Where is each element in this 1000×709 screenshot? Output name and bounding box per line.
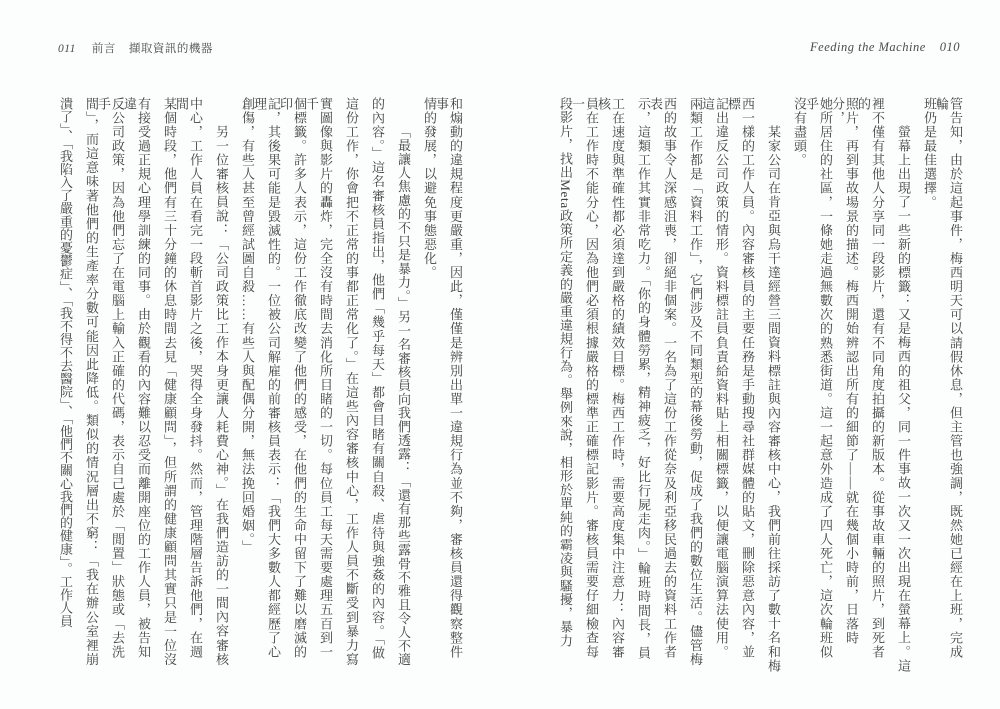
text-column: 記，其後果可能是毀滅性的。一位被公司解雇的前審核員表示：「我們大多數人都經歷了心理 bbox=[252, 97, 281, 659]
text-column: 實圖像與影片的轟炸，完全沒有時間去消化所目睹的一切。每位員工每天需要處理五百到一千 bbox=[304, 97, 333, 659]
right-page-text-block bbox=[558, 97, 963, 677]
text-column: 某個時段，他們有三十分鐘的休息時間去見「健康顧問」，但所謂的健康顧問其實只是一位沒 bbox=[162, 97, 177, 667]
text-column: 記出違反公司政策的情形。資料標註員負責給資料貼上相關標籤，以便讓電腦演算法使用。這 bbox=[700, 97, 729, 659]
text-column: 某家公司在肯亞與烏干達經營三間資料標註與內容審核中心，我們前往採訪了數十名和梅 bbox=[766, 125, 781, 673]
chapter-title: 擷取資訊的機器 bbox=[128, 43, 213, 55]
left-page-text-block bbox=[58, 97, 462, 677]
text-column: 反公司政策，因為他們忘了在電腦上輸入正確的代碼，表示自己處於「閒置」狀態或「去洗手 bbox=[96, 97, 125, 659]
text-column: 間」，而這意味著他們的生產率分數可能因此降低。類似的情況層出不窮：「我在辦公室裡崩 bbox=[84, 97, 99, 667]
text-column: 裡不僅有其他人分享同一段影片，還有不同角度拍攝的新版本。從事故車輛的照片，到死者的 bbox=[856, 97, 885, 659]
text-column: 創傷，有些人甚至曾經試圖自殺……有些人與配偶分開，無法挽回婚姻。」 bbox=[240, 97, 255, 555]
text-column: 個標籤。許多人表示，這份工作徹底改變了他們的感受，在他們的生命中留下了難以磨滅的印 bbox=[278, 97, 307, 659]
text-column: 西一樣的工作人員。內容審核員的主要任務是手動搜尋社群媒體的貼文，刪除惡意內容，並標 bbox=[726, 97, 755, 659]
left-running-head bbox=[58, 40, 213, 56]
text-column: 沒有盡頭。 bbox=[792, 97, 807, 168]
text-column: 管告知，由於這起事件，梅西明天可以請假休息，但主管也強調，既然她已經在上班，完成輪 bbox=[934, 97, 963, 659]
text-column: 她所居住的社區，一條她走過無數次的熟悉街道。這一起意外造成了四人死亡，這次輪班似乎 bbox=[804, 97, 833, 659]
text-column: 和煽動的違規程度更嚴重，因此，僅僅是辨別出單一違規行為並不夠，審核員還得觀察整件事 bbox=[434, 97, 463, 659]
right-running-head bbox=[810, 40, 960, 55]
text-column: 另一位審核員說：「公司政策比工作本身更讓人耗費心神。」在我們造訪的一間內容審核 bbox=[214, 125, 229, 667]
book-title-english: Feeding the Machine bbox=[810, 40, 926, 54]
left-page-number: 011 bbox=[58, 43, 76, 55]
text-column: 段影片，找出Meta政策所定義的嚴重違規行為。舉例來說，相形於單純的霸凌與騷擾，暴力 bbox=[558, 97, 573, 648]
text-column: 「最讓人焦慮的不只是暴力。」另一名審核員向我們透露：「還有那些露骨不雅且令人不適 bbox=[396, 125, 411, 667]
text-column: 這份工作，你會把不正常的事都正常化了。」在這些內容審核中心，工作人員不斷受到暴力寫 bbox=[344, 97, 359, 667]
text-column: 情的發展，以避免事態惡化。 bbox=[422, 97, 437, 280]
text-column: 潰了」、「我陷入了嚴重的憂鬱症」、「我不得不去醫院」、「他們不關心我們的健康」。工作人員 bbox=[58, 97, 73, 628]
text-column: 的內容。」這名審核員指出，他們「幾乎每天」都會目睹有關自殺、虐待與強姦的內容。「做 bbox=[370, 97, 385, 661]
text-column: 員在工作時不能分心，因為他們必須根據嚴格的標準正確標記影片。審核員需要仔細檢查每一 bbox=[570, 97, 599, 659]
text-column: 照片，再到事故場景的描述。梅西開始辨認出所有的細節了——就在幾個小時前，日落時分， bbox=[830, 97, 859, 645]
text-column: 示，這類工作其實非常吃力。「你的身體勞累，精神疲乏，好比行屍走肉。」輪班時間長，員 bbox=[636, 97, 651, 661]
text-column: 兩類工作都是「資料工作」，它們涉及不同類型的幕後勞動，促成了我們的數位生活。儘管梅 bbox=[688, 97, 703, 667]
text-column: 螢幕上出現了一些新的標籤：又是梅西的祖父，同一件事故一次又一次出現在螢幕上。這 bbox=[896, 125, 911, 673]
text-column: 工在速度與準確性都必須達到嚴格的績效目標。梅西工作時，需要高度集中注意力：內容審核 bbox=[596, 97, 625, 659]
right-page-number: 010 bbox=[939, 40, 960, 54]
text-column: 西的故事令人深感沮喪，卻絕非個案。一名為了這份工作從奈及利亞移民過去的資料工作者表 bbox=[648, 97, 677, 659]
text-column: 班仍是最佳選擇。 bbox=[922, 97, 937, 210]
text-column: 中心，工作人員在看完一段斬首影片之後，哭得全身發抖。然而，管理階層告訴他們，在週間 bbox=[174, 97, 203, 659]
section-label: 前言 bbox=[91, 43, 116, 55]
text-column: 有接受過正規心理學訓練的同事。由於觀看的內容難以忍受而離開座位的工作人員，被告知違 bbox=[122, 97, 151, 659]
